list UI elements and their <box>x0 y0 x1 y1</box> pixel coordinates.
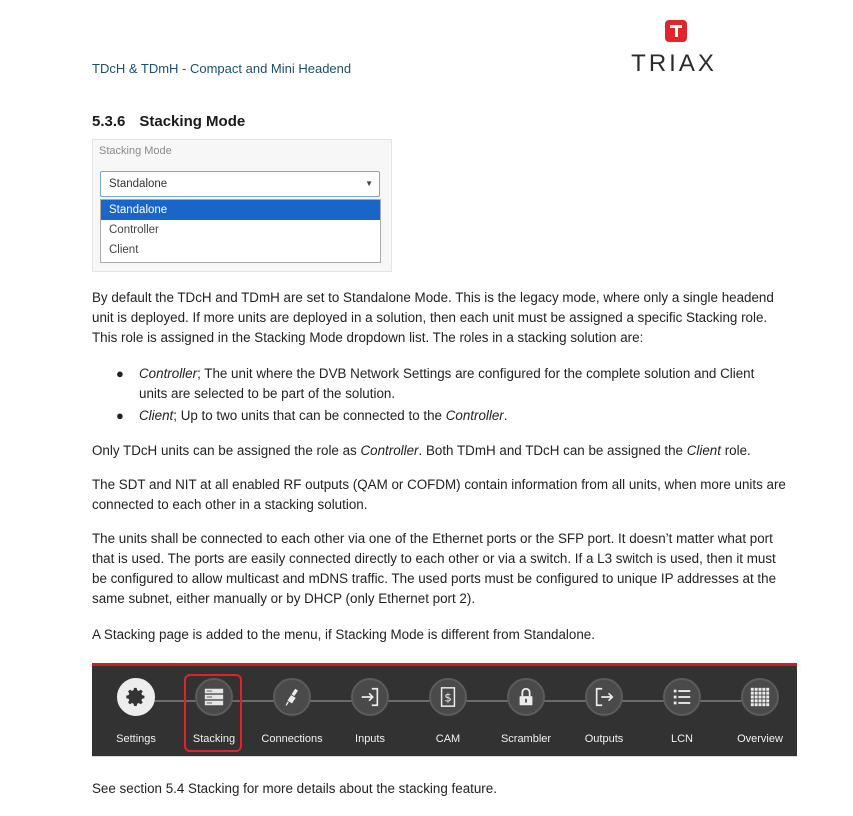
stacking-mode-selected-value: Standalone <box>109 178 168 190</box>
menu-item-settings[interactable] <box>97 666 175 756</box>
triax-logo <box>626 20 722 80</box>
text-line: be configured to allow multicast and mDNS traffic. The used ports must be configured to unique IP addresses at the <box>92 571 777 586</box>
paragraph-roles <box>92 441 797 461</box>
stacking-mode-label: Stacking Mode <box>99 145 172 157</box>
term-client: Client <box>686 443 721 458</box>
paragraph-stacking-page: A Stacking page is added to the menu, if Stacking Mode is different from Standalone. <box>92 627 595 642</box>
grid-icon <box>741 678 779 716</box>
triax-t-logo-icon <box>665 20 687 42</box>
text-line: units are selected to be part of the solution. <box>139 386 396 401</box>
menu-item-scrambler[interactable] <box>487 666 565 756</box>
option-standalone[interactable]: Standalone <box>101 200 380 220</box>
option-controller[interactable]: Controller <box>109 224 159 236</box>
menu-item-inputs[interactable] <box>331 666 409 756</box>
menu-label: Connections <box>261 733 323 745</box>
document-header-title: TDcH & TDmH - Compact and Mini Headend <box>92 61 352 76</box>
term-client: Client <box>139 408 174 423</box>
text-line <box>139 364 799 384</box>
menu-label: Outputs <box>584 733 624 745</box>
menu-bar-screenshot <box>92 663 797 757</box>
bullet-client <box>139 406 799 426</box>
dollar-card-icon <box>429 678 467 716</box>
paragraph-connection <box>92 529 797 609</box>
output-arrow-icon <box>585 678 623 716</box>
bullet-icon: ● <box>116 366 124 381</box>
menu-label: Inputs <box>355 733 385 745</box>
text-line: By default the TDcH and TDmH are set to Standalone Mode. This is the legacy mode, where only a single headend <box>92 290 774 305</box>
menu-label: CAM <box>435 733 461 745</box>
menu-label: Settings <box>116 733 156 745</box>
menu-item-cam[interactable] <box>409 666 487 756</box>
paragraph-intro <box>92 288 797 348</box>
term-controller: Controller <box>139 366 198 381</box>
bullet-icon: ● <box>116 408 124 423</box>
text-line: unit is deployed. If more units are deployed in a solution, then each unit must be assigned a specific Stacking role. <box>92 310 768 325</box>
bullet-controller <box>139 364 799 404</box>
paragraph-see-also: See section 5.4 Stacking for more details about the stacking feature. <box>92 781 497 796</box>
text-fragment: role. <box>720 443 751 458</box>
text-line: that is used. The ports are easily connected directly to each other or via a switch. If a L3 switch is used, then it must <box>92 551 776 566</box>
text-line: The SDT and NIT at all enabled RF outputs (QAM or COFDM) contain information from all units, when more units are <box>92 477 786 492</box>
section-number: 5.3.6 <box>92 113 126 130</box>
section-title: Stacking Mode <box>139 113 246 130</box>
option-client[interactable]: Client <box>109 244 139 256</box>
stacking-mode-select[interactable] <box>100 171 380 197</box>
menu-label: Stacking <box>192 733 236 745</box>
paragraph-sdt-nit <box>92 475 797 515</box>
menu-label: Scrambler <box>500 733 552 745</box>
text-line: The units shall be connected to each other via one of the Ethernet ports or the SFP port. It doesn’t matter what port <box>92 531 773 546</box>
text-fragment: Only TDcH units can be assigned the role as <box>92 443 361 458</box>
text-fragment: ; The unit where the DVB Network Settings are configured for the complete solution and Client <box>197 366 755 381</box>
text-fragment: ; Up to two units that can be connected to the <box>173 408 446 423</box>
text-fragment: . Both TDmH and TDcH can be assigned the <box>418 443 687 458</box>
menu-item-outputs[interactable] <box>565 666 643 756</box>
text-line: This role is assigned in the Stacking Mode dropdown list. The roles in a stacking solution are: <box>92 330 644 345</box>
term-controller: Controller <box>360 443 419 458</box>
chevron-down-icon: ▼ <box>365 179 373 188</box>
stacking-mode-screenshot <box>92 139 392 272</box>
gear-icon <box>117 678 155 716</box>
stacking-mode-options <box>100 199 381 263</box>
menu-label: Overview <box>737 733 783 745</box>
text-fragment: . <box>503 408 508 423</box>
stacking-highlight-outline <box>184 674 242 752</box>
term-controller: Controller <box>445 408 504 423</box>
lock-icon <box>507 678 545 716</box>
menu-item-lcn[interactable] <box>643 666 721 756</box>
input-arrow-icon <box>351 678 389 716</box>
text-line: same subnet, either manually or by DHCP (only Ethernet port 2). <box>92 591 476 606</box>
text-line: connected to each other in a stacking solution. <box>92 497 368 512</box>
list-icon <box>663 678 701 716</box>
plug-icon <box>273 678 311 716</box>
section-heading <box>92 113 245 130</box>
svg-text:$: $ <box>444 690 452 705</box>
menu-label: LCN <box>670 733 693 745</box>
menu-item-overview[interactable] <box>721 666 799 756</box>
logo-text: TRIAX <box>631 50 717 77</box>
menu-item-connections[interactable] <box>253 666 331 756</box>
